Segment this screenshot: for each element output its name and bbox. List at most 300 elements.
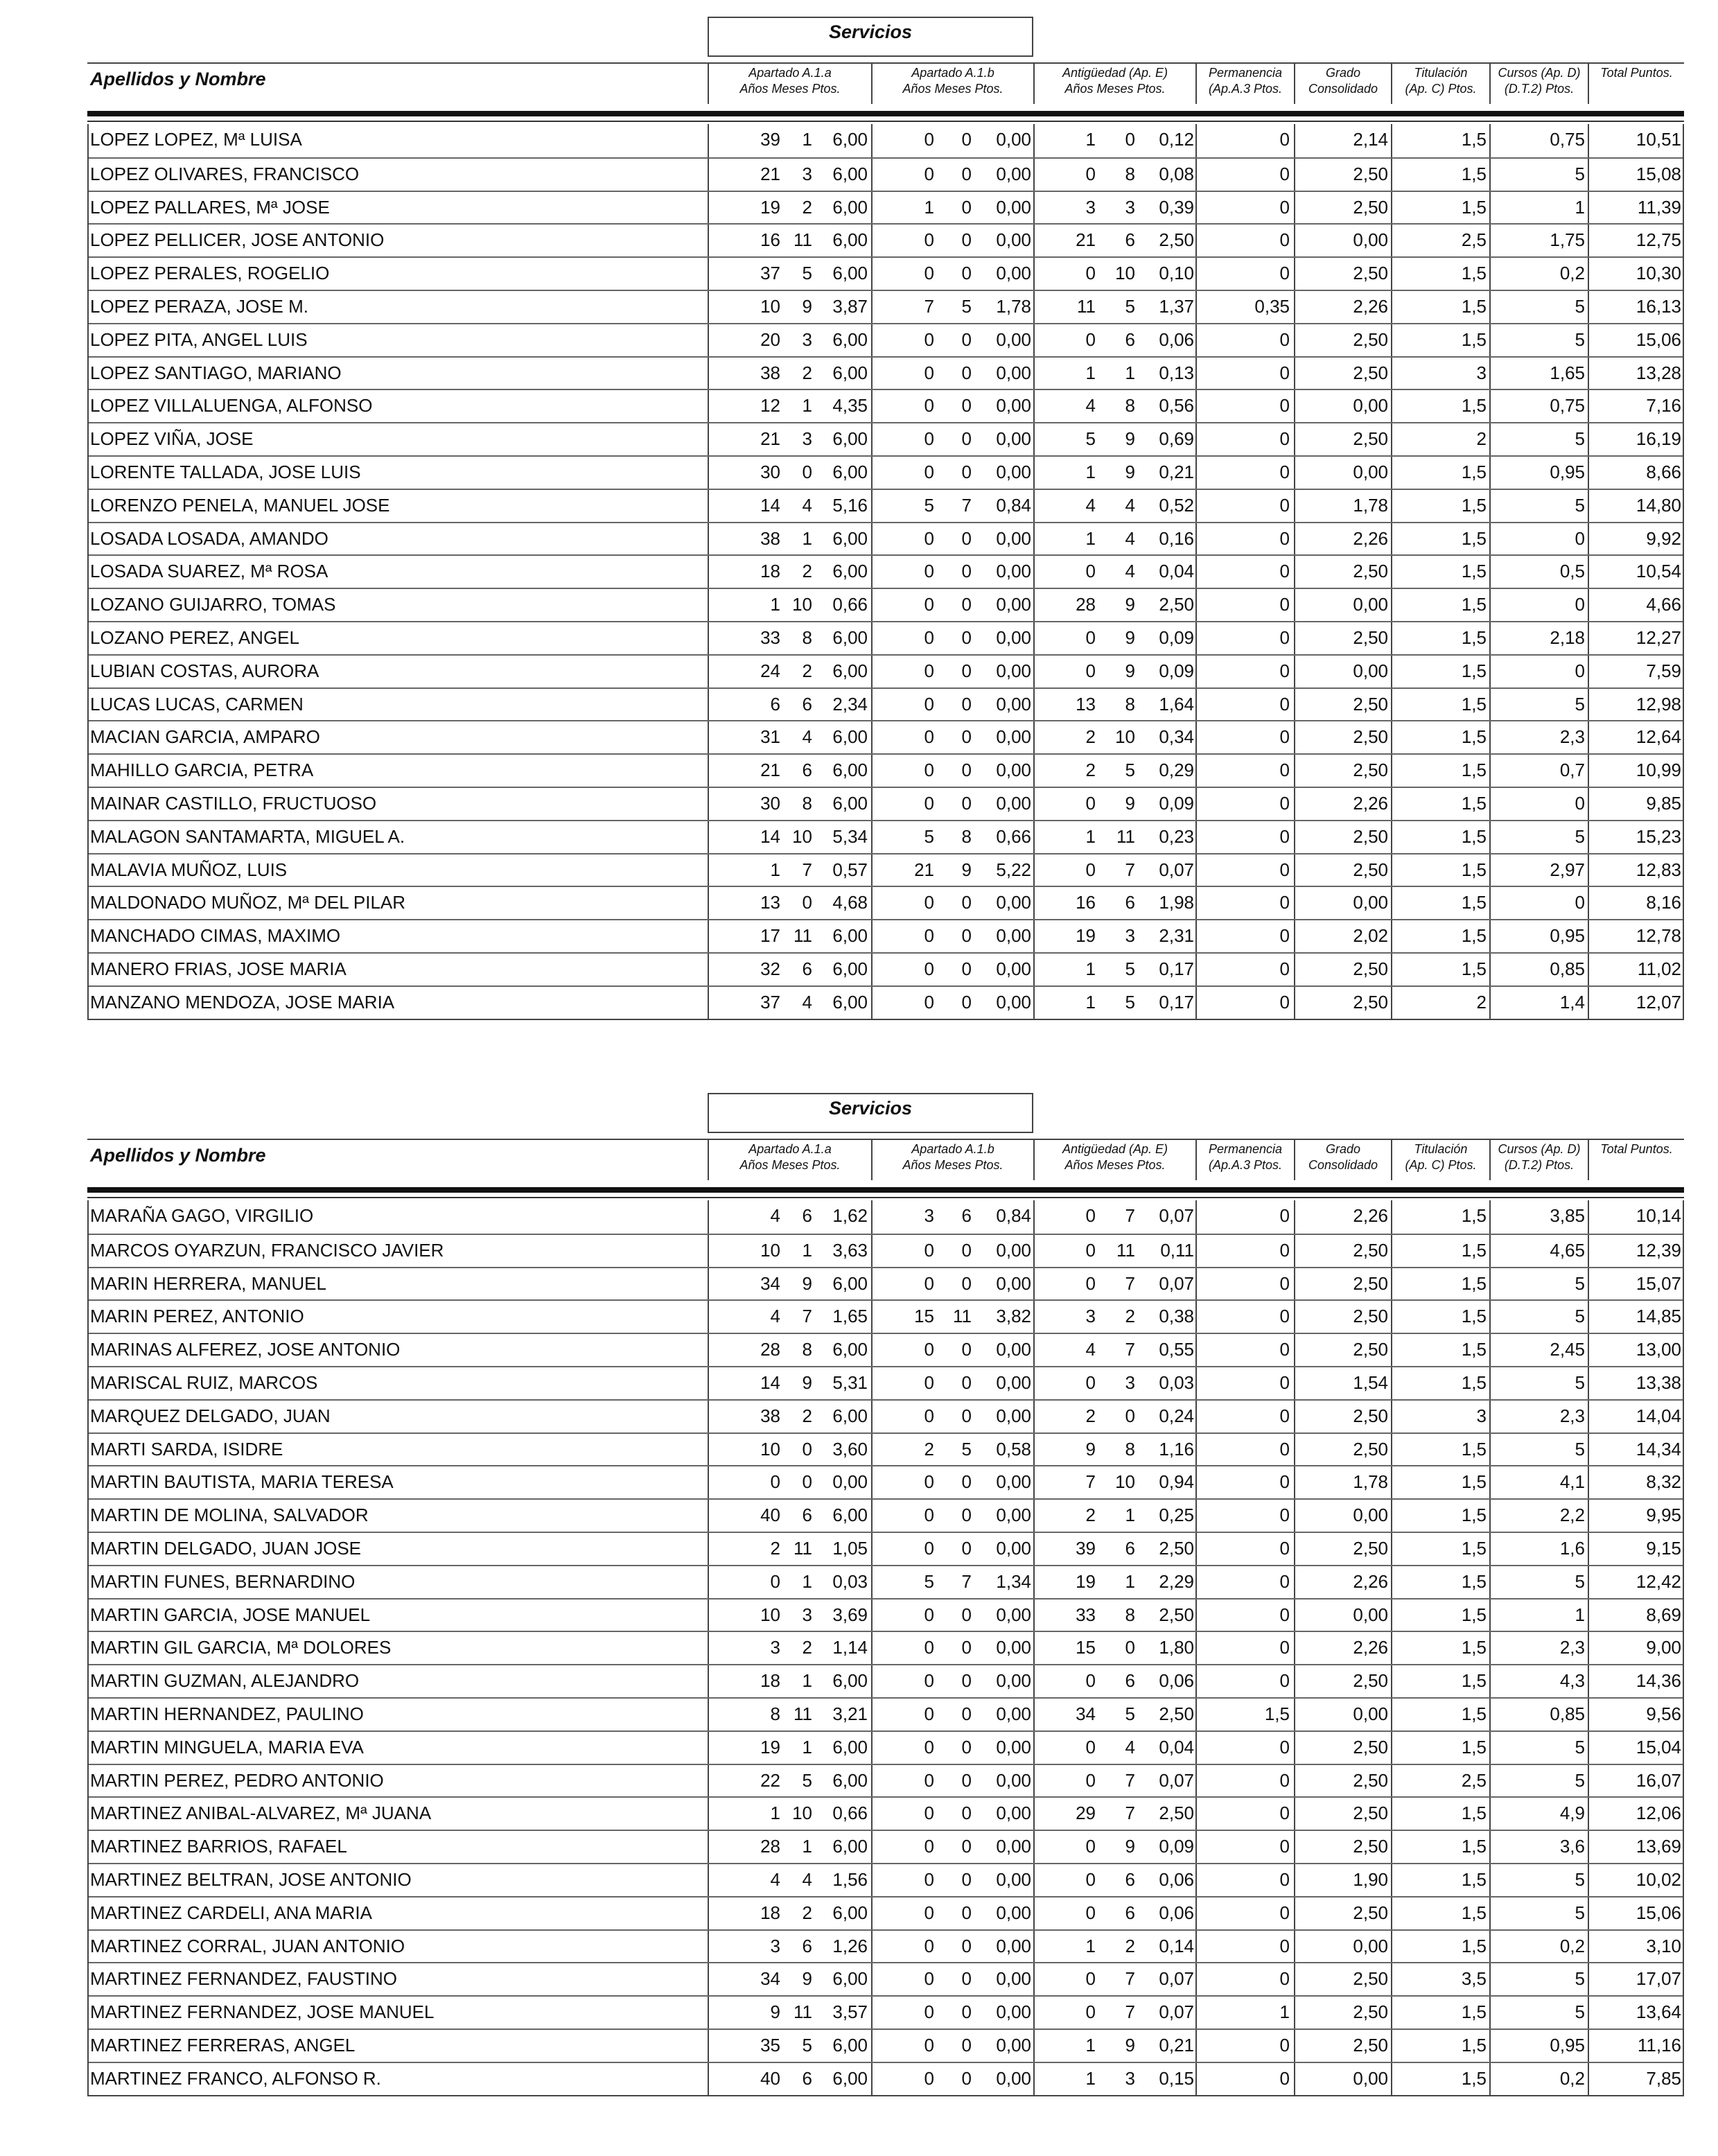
cell-ant-anos: 0 xyxy=(1085,1272,1096,1294)
cell-total: 15,04 xyxy=(1636,1736,1681,1758)
column-divider xyxy=(1588,2030,1589,2062)
cell-a1a-ptos: 6,00 xyxy=(832,991,868,1013)
cell-a1a-meses: 11 xyxy=(794,229,812,251)
cell-permanencia: 0 xyxy=(1279,859,1290,880)
table-row xyxy=(89,1498,1683,1532)
cell-a1b-meses: 0 xyxy=(961,1836,972,1857)
cell-cursos: 0,85 xyxy=(1550,1703,1585,1724)
cell-a1b-meses: 0 xyxy=(961,1505,972,1526)
cell-ant-ptos: 0,09 xyxy=(1159,626,1194,648)
column-divider xyxy=(1033,1732,1035,1764)
cell-ant-anos: 1 xyxy=(1085,527,1096,549)
cell-cursos: 2,3 xyxy=(1559,1405,1585,1426)
cell-name: MALAGON SANTAMARTA, MIGUEL A. xyxy=(90,825,405,847)
cell-permanencia: 0 xyxy=(1279,1239,1290,1261)
column-divider xyxy=(1588,622,1589,654)
table-row xyxy=(89,1598,1683,1631)
cell-ant-meses: 10 xyxy=(1115,263,1135,284)
column-divider xyxy=(1391,920,1392,952)
cell-ant-anos: 0 xyxy=(1085,263,1096,284)
cell-a1a-ptos: 6,00 xyxy=(832,1836,868,1857)
cell-a1a-anos: 0 xyxy=(770,1570,780,1592)
cell-ant-anos: 0 xyxy=(1085,1836,1096,1857)
cell-a1b-anos: 5 xyxy=(924,494,934,516)
header-total-line1: Total Puntos. xyxy=(1600,1142,1673,1156)
cell-a1a-ptos: 6,00 xyxy=(832,263,868,284)
cell-a1a-anos: 10 xyxy=(760,1239,780,1261)
cell-total: 13,28 xyxy=(1636,362,1681,383)
cell-a1a-ptos: 6,00 xyxy=(832,2034,868,2056)
cell-a1b-ptos: 0,00 xyxy=(996,594,1031,615)
cell-a1b-meses: 0 xyxy=(961,892,972,913)
cell-permanencia: 0 xyxy=(1279,726,1290,748)
cell-a1b-meses: 0 xyxy=(961,660,972,681)
cell-ant-meses: 7 xyxy=(1125,2001,1135,2023)
cell-a1b-meses: 0 xyxy=(961,1339,972,1360)
cell-titulacion: 1,5 xyxy=(1461,594,1487,615)
cell-a1a-meses: 0 xyxy=(802,892,812,913)
column-divider xyxy=(1391,689,1392,721)
cell-a1a-ptos: 1,05 xyxy=(832,1537,868,1559)
header-grado xyxy=(1294,1140,1391,1180)
cell-ant-anos: 34 xyxy=(1076,1703,1096,1724)
cell-ant-meses: 6 xyxy=(1125,1537,1135,1559)
column-divider xyxy=(1588,788,1589,820)
header-antiguedad xyxy=(1033,64,1195,104)
cell-cursos: 0,75 xyxy=(1550,395,1585,417)
cell-ant-ptos: 0,29 xyxy=(1159,760,1194,781)
cell-ant-meses: 7 xyxy=(1125,1272,1135,1294)
cell-permanencia: 0 xyxy=(1279,1604,1290,1625)
cell-a1b-anos: 0 xyxy=(924,1836,934,1857)
table-row xyxy=(89,720,1683,753)
cell-ant-meses: 4 xyxy=(1125,527,1135,549)
cell-grado: 2,26 xyxy=(1353,792,1388,814)
column-divider xyxy=(1391,225,1392,256)
cell-name: MAHILLO GARCIA, PETRA xyxy=(90,760,314,781)
cell-a1b-meses: 0 xyxy=(961,626,972,648)
cell-a1a-meses: 5 xyxy=(802,2034,812,2056)
column-divider xyxy=(708,788,709,820)
column-divider xyxy=(871,1963,873,1995)
table-row xyxy=(89,1730,1683,1764)
cell-ant-ptos: 1,64 xyxy=(1159,693,1194,715)
cell-a1b-ptos: 0,00 xyxy=(996,196,1031,218)
header-titulacion xyxy=(1391,64,1489,104)
column-divider xyxy=(1391,1600,1392,1631)
cell-a1b-meses: 7 xyxy=(961,494,972,516)
cell-cursos: 5 xyxy=(1575,1371,1585,1393)
cell-a1a-ptos: 6,00 xyxy=(832,792,868,814)
cell-ant-anos: 4 xyxy=(1085,494,1096,516)
cell-permanencia: 0 xyxy=(1279,1505,1290,1526)
cell-a1a-meses: 8 xyxy=(802,1339,812,1360)
cell-ant-meses: 8 xyxy=(1125,163,1135,184)
column-header-row xyxy=(87,62,1684,103)
column-divider xyxy=(1294,1367,1295,1399)
cell-cursos: 2,2 xyxy=(1559,1505,1585,1526)
column-divider xyxy=(871,1466,873,1498)
column-divider xyxy=(1391,1334,1392,1366)
table-row xyxy=(89,1465,1683,1498)
cell-grado: 2,50 xyxy=(1353,626,1388,648)
cell-titulacion: 1,5 xyxy=(1461,1537,1487,1559)
cell-grado: 0,00 xyxy=(1353,461,1388,482)
cell-a1b-ptos: 0,00 xyxy=(996,461,1031,482)
cell-a1b-meses: 0 xyxy=(961,1670,972,1692)
column-divider xyxy=(871,821,873,853)
column-divider xyxy=(1294,358,1295,389)
cell-a1b-meses: 0 xyxy=(961,1736,972,1758)
column-divider xyxy=(1489,390,1491,422)
cell-ant-meses: 7 xyxy=(1125,1968,1135,1990)
cell-permanencia: 0 xyxy=(1279,263,1290,284)
cell-titulacion: 3 xyxy=(1476,1405,1487,1426)
column-divider xyxy=(708,987,709,1019)
cell-a1b-meses: 0 xyxy=(961,1272,972,1294)
cell-grado: 2,26 xyxy=(1353,1637,1388,1658)
cell-name: MARTINEZ FRANCO, ALFONSO R. xyxy=(90,2067,381,2089)
cell-a1b-ptos: 0,00 xyxy=(996,1935,1031,1956)
cell-ant-meses: 0 xyxy=(1125,1405,1135,1426)
cell-cursos: 1 xyxy=(1575,196,1585,218)
cell-a1b-ptos: 0,00 xyxy=(996,1836,1031,1857)
cell-ant-ptos: 0,39 xyxy=(1159,196,1194,218)
column-divider xyxy=(1391,1864,1392,1896)
cell-permanencia: 0 xyxy=(1279,527,1290,549)
column-divider xyxy=(1195,1765,1197,1797)
cell-a1b-ptos: 0,00 xyxy=(996,1471,1031,1493)
cell-a1b-meses: 6 xyxy=(961,1205,972,1226)
column-divider xyxy=(871,258,873,290)
column-divider xyxy=(1033,1864,1035,1896)
cell-a1b-meses: 0 xyxy=(961,2067,972,2089)
cell-name: MARTIN DE MOLINA, SALVADOR xyxy=(90,1505,369,1526)
cell-a1b-anos: 15 xyxy=(914,1306,934,1327)
cell-a1a-meses: 3 xyxy=(802,1604,812,1625)
column-divider xyxy=(1195,1665,1197,1697)
cell-a1b-meses: 0 xyxy=(961,594,972,615)
column-divider xyxy=(1489,1831,1491,1863)
column-divider xyxy=(1294,1401,1295,1432)
cell-permanencia: 0 xyxy=(1279,1902,1290,1923)
column-divider xyxy=(708,1533,709,1565)
column-divider xyxy=(871,1931,873,1963)
cell-grado: 0,00 xyxy=(1353,395,1388,417)
cell-a1a-meses: 11 xyxy=(794,925,812,947)
column-divider xyxy=(871,457,873,489)
cell-permanencia: 0 xyxy=(1279,1205,1290,1226)
column-divider xyxy=(871,192,873,224)
cell-a1a-ptos: 0,66 xyxy=(832,594,868,615)
cell-a1a-ptos: 0,57 xyxy=(832,859,868,880)
cell-a1b-ptos: 0,00 xyxy=(996,1405,1031,1426)
column-divider xyxy=(871,2063,873,2095)
column-divider xyxy=(1391,788,1392,820)
column-divider xyxy=(1294,622,1295,654)
cell-a1b-meses: 9 xyxy=(961,859,972,880)
column-divider xyxy=(1294,755,1295,787)
cell-titulacion: 1,5 xyxy=(1461,1803,1487,1824)
column-divider xyxy=(1391,589,1392,621)
cell-name: MALAVIA MUÑOZ, LUIS xyxy=(90,859,288,880)
cell-ant-anos: 33 xyxy=(1076,1604,1096,1625)
cell-titulacion: 1,5 xyxy=(1461,129,1487,150)
cell-permanencia: 0 xyxy=(1279,229,1290,251)
column-divider xyxy=(1391,1632,1392,1664)
cell-a1a-ptos: 6,00 xyxy=(832,1272,868,1294)
column-divider xyxy=(1033,258,1035,290)
cell-name: LOPEZ PALLARES, Mª JOSE xyxy=(90,196,330,218)
column-divider xyxy=(871,1997,873,2028)
column-divider xyxy=(1489,324,1491,356)
cell-name: MARTIN BAUTISTA, MARIA TERESA xyxy=(90,1471,394,1493)
table-row xyxy=(89,1697,1683,1730)
cell-a1a-meses: 2 xyxy=(802,362,812,383)
column-divider xyxy=(1294,1533,1295,1565)
cell-cursos: 2,18 xyxy=(1550,626,1585,648)
cell-a1b-anos: 0 xyxy=(924,1272,934,1294)
column-divider xyxy=(1195,821,1197,853)
cell-a1a-meses: 8 xyxy=(802,626,812,648)
cell-name: MARIN PEREZ, ANTONIO xyxy=(90,1306,304,1327)
column-divider xyxy=(708,1301,709,1333)
cell-cursos: 0,95 xyxy=(1550,925,1585,947)
cell-ant-anos: 2 xyxy=(1085,1505,1096,1526)
column-divider xyxy=(708,1632,709,1664)
cell-a1a-anos: 34 xyxy=(760,1968,780,1990)
cell-ant-anos: 11 xyxy=(1077,295,1096,317)
cell-a1a-anos: 18 xyxy=(760,1670,780,1692)
cell-a1a-ptos: 6,00 xyxy=(832,1902,868,1923)
cell-a1a-anos: 12 xyxy=(760,395,780,417)
cell-ant-anos: 0 xyxy=(1085,1736,1096,1758)
cell-ant-anos: 0 xyxy=(1085,1769,1096,1791)
cell-ant-meses: 1 xyxy=(1125,1505,1135,1526)
cell-name: LOZANO GUIJARRO, TOMAS xyxy=(90,594,336,615)
column-divider xyxy=(871,358,873,389)
table-row xyxy=(89,422,1683,455)
column-divider xyxy=(1195,887,1197,919)
column-divider xyxy=(1391,358,1392,389)
cell-a1b-meses: 0 xyxy=(961,2034,972,2056)
cell-a1a-ptos: 5,16 xyxy=(832,494,868,516)
cell-ant-meses: 9 xyxy=(1125,626,1135,648)
cell-titulacion: 1,5 xyxy=(1461,726,1487,748)
cell-cursos: 4,9 xyxy=(1559,1803,1585,1824)
cell-a1a-meses: 8 xyxy=(802,792,812,814)
table-row xyxy=(89,256,1683,290)
cell-permanencia: 0 xyxy=(1279,1836,1290,1857)
cell-a1b-anos: 0 xyxy=(924,129,934,150)
cell-a1b-ptos: 0,00 xyxy=(996,428,1031,450)
cell-titulacion: 1,5 xyxy=(1461,1371,1487,1393)
column-divider xyxy=(1033,423,1035,455)
cell-a1a-ptos: 6,00 xyxy=(832,1405,868,1426)
column-divider xyxy=(1033,1334,1035,1366)
column-divider xyxy=(1195,2030,1197,2062)
column-divider xyxy=(1588,1732,1589,1764)
cell-titulacion: 1,5 xyxy=(1461,2001,1487,2023)
cell-a1b-ptos: 0,00 xyxy=(996,163,1031,184)
column-divider xyxy=(1588,1301,1589,1333)
header-rule-thin xyxy=(87,121,1684,122)
column-divider xyxy=(708,1665,709,1697)
cell-a1a-anos: 10 xyxy=(760,295,780,317)
cell-total: 16,19 xyxy=(1636,428,1681,450)
cell-a1b-anos: 0 xyxy=(924,328,934,350)
cell-grado: 0,00 xyxy=(1353,594,1388,615)
table-row xyxy=(89,1532,1683,1565)
column-divider xyxy=(1033,1434,1035,1466)
cell-permanencia: 0 xyxy=(1279,760,1290,781)
column-divider xyxy=(708,1200,709,1234)
cell-a1b-meses: 0 xyxy=(961,263,972,284)
column-divider xyxy=(1195,124,1197,157)
cell-a1b-anos: 0 xyxy=(924,163,934,184)
column-divider xyxy=(1195,258,1197,290)
cell-cursos: 5 xyxy=(1575,494,1585,516)
cell-ant-anos: 9 xyxy=(1085,1438,1096,1460)
table-row xyxy=(89,1200,1683,1234)
cell-cursos: 0,85 xyxy=(1550,958,1585,979)
cell-permanencia: 0 xyxy=(1279,196,1290,218)
cell-a1b-anos: 0 xyxy=(924,1769,934,1791)
column-divider xyxy=(1489,457,1491,489)
cell-a1a-anos: 0 xyxy=(770,1471,780,1493)
cell-a1b-anos: 0 xyxy=(924,561,934,582)
cell-ant-meses: 4 xyxy=(1125,494,1135,516)
cell-a1a-meses: 4 xyxy=(802,726,812,748)
cell-total: 12,75 xyxy=(1636,229,1681,251)
column-divider xyxy=(708,1466,709,1498)
cell-a1b-anos: 0 xyxy=(924,726,934,748)
cell-ant-ptos: 0,09 xyxy=(1159,660,1194,681)
cell-name: LOZANO PEREZ, ANGEL xyxy=(90,626,299,648)
cell-a1b-ptos: 0,00 xyxy=(996,693,1031,715)
cell-a1b-ptos: 0,00 xyxy=(996,1769,1031,1791)
cell-ant-ptos: 0,06 xyxy=(1159,328,1194,350)
column-divider xyxy=(1195,358,1197,389)
cell-a1b-anos: 0 xyxy=(924,527,934,549)
table-row xyxy=(89,554,1683,588)
cell-total: 12,07 xyxy=(1636,991,1681,1013)
cell-ant-ptos: 2,50 xyxy=(1159,594,1194,615)
cell-cursos: 0 xyxy=(1575,594,1585,615)
cell-a1b-anos: 0 xyxy=(924,925,934,947)
table-row xyxy=(89,356,1683,389)
column-divider xyxy=(1033,755,1035,787)
table-row xyxy=(89,1234,1683,1267)
cell-a1b-anos: 0 xyxy=(924,958,934,979)
column-divider xyxy=(1195,721,1197,753)
cell-permanencia: 0 xyxy=(1279,1769,1290,1791)
cell-ant-ptos: 0,34 xyxy=(1159,726,1194,748)
cell-a1b-ptos: 0,00 xyxy=(996,328,1031,350)
column-divider xyxy=(1033,1401,1035,1432)
header-name xyxy=(87,1140,708,1180)
cell-a1a-meses: 4 xyxy=(802,494,812,516)
cell-grado: 2,50 xyxy=(1353,760,1388,781)
column-divider xyxy=(1391,1533,1392,1565)
column-divider xyxy=(1391,887,1392,919)
cell-ant-anos: 1 xyxy=(1085,2034,1096,2056)
cell-grado: 2,50 xyxy=(1353,1836,1388,1857)
cell-ant-anos: 0 xyxy=(1085,328,1096,350)
column-divider xyxy=(1195,390,1197,422)
column-divider xyxy=(1489,1235,1491,1267)
cell-a1a-ptos: 6,00 xyxy=(832,229,868,251)
table-row xyxy=(89,1399,1683,1432)
table-row xyxy=(89,1432,1683,1466)
header-a1b xyxy=(871,64,1033,104)
column-divider xyxy=(871,324,873,356)
cell-a1a-anos: 34 xyxy=(760,1272,780,1294)
column-divider xyxy=(1033,1566,1035,1598)
cell-grado: 2,50 xyxy=(1353,1537,1388,1559)
column-divider xyxy=(1195,656,1197,687)
column-divider xyxy=(1588,1798,1589,1830)
column-divider xyxy=(1195,192,1197,224)
cell-a1a-meses: 4 xyxy=(802,991,812,1013)
cell-grado: 1,78 xyxy=(1353,1471,1388,1493)
cell-titulacion: 2 xyxy=(1476,428,1487,450)
cell-a1b-ptos: 0,58 xyxy=(996,1438,1031,1460)
cell-a1a-ptos: 6,00 xyxy=(832,1339,868,1360)
cell-ant-anos: 0 xyxy=(1085,1205,1096,1226)
cell-a1a-meses: 2 xyxy=(802,660,812,681)
cell-ant-meses: 4 xyxy=(1125,1736,1135,1758)
cell-a1b-anos: 0 xyxy=(924,1371,934,1393)
column-divider xyxy=(1033,1997,1035,2028)
column-divider xyxy=(1195,1301,1197,1333)
header-a1b-line2: Años Meses Ptos. xyxy=(902,82,1003,96)
cell-cursos: 0 xyxy=(1575,527,1585,549)
column-divider xyxy=(708,556,709,588)
column-divider xyxy=(1294,390,1295,422)
header-antiguedad xyxy=(1033,1140,1195,1180)
column-divider xyxy=(1294,788,1295,820)
cell-ant-anos: 4 xyxy=(1085,1339,1096,1360)
cell-a1a-anos: 37 xyxy=(760,263,780,284)
cell-a1b-anos: 0 xyxy=(924,1239,934,1261)
column-divider xyxy=(708,1831,709,1863)
cell-name: MANERO FRIAS, JOSE MARIA xyxy=(90,958,347,979)
cell-cursos: 0,2 xyxy=(1559,1935,1585,1956)
cell-a1b-meses: 0 xyxy=(961,163,972,184)
column-divider xyxy=(871,1500,873,1532)
cell-a1a-ptos: 1,26 xyxy=(832,1935,868,1956)
cell-a1a-ptos: 6,00 xyxy=(832,561,868,582)
cell-ant-meses: 9 xyxy=(1125,461,1135,482)
cell-permanencia: 0 xyxy=(1279,792,1290,814)
cell-a1a-anos: 4 xyxy=(770,1306,780,1327)
cell-ant-ptos: 0,09 xyxy=(1159,1836,1194,1857)
column-divider xyxy=(1588,1268,1589,1300)
cell-ant-meses: 8 xyxy=(1125,1604,1135,1625)
cell-a1a-meses: 0 xyxy=(802,461,812,482)
cell-ant-anos: 2 xyxy=(1085,760,1096,781)
cell-titulacion: 1,5 xyxy=(1461,1438,1487,1460)
column-divider xyxy=(1489,854,1491,886)
column-divider xyxy=(871,556,873,588)
cell-ant-meses: 5 xyxy=(1125,958,1135,979)
cell-ant-anos: 0 xyxy=(1085,1371,1096,1393)
cell-titulacion: 1,5 xyxy=(1461,792,1487,814)
cell-name: MARTINEZ FERNANDEZ, JOSE MANUEL xyxy=(90,2001,435,2023)
column-divider xyxy=(1588,1963,1589,1995)
column-divider xyxy=(1391,1466,1392,1498)
